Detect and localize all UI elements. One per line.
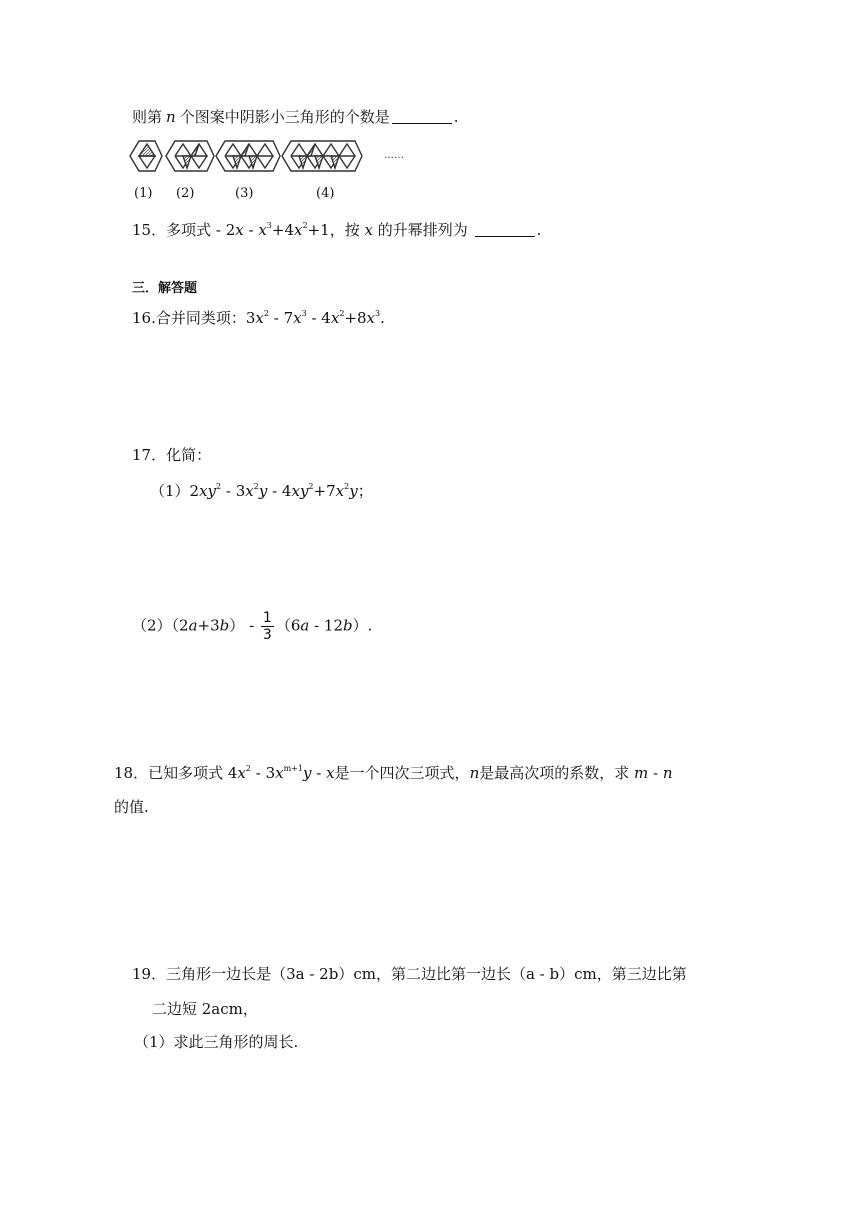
answer-blank (392, 122, 452, 124)
section-title: 三．解答题 (132, 281, 198, 296)
figure-label-4: (4) (316, 186, 335, 201)
question-19-line-2: 二边短 2acm， (152, 1000, 258, 1018)
hexagon-triangle-pattern-figure (128, 134, 428, 182)
figure-label-1: (1) (134, 186, 153, 201)
question-19-part-1: （1）求此三角形的周长. (134, 1033, 299, 1051)
question-17-part-2: （2）（2a+3b） - $\frac{1}{3}$ （6a - 12b）. (132, 610, 373, 643)
question-17-title: 17．化简： (132, 446, 212, 464)
figure-label-3: (3) (235, 186, 254, 201)
answer-blank (475, 235, 535, 237)
question-19-line-1: 19．三角形一边长是（3a - 2b）cm，第二边比第一边长（a - b）cm，第三边比第 (132, 965, 687, 983)
question-15: 15．多项式 - $2x - x^3+4x^2+1$，按 x 的升幂排列为 . (132, 221, 542, 239)
q14-text: 则第 n 个图案中阴影小三角形的个数是 . (132, 108, 459, 126)
pattern-1 (130, 141, 162, 171)
pattern-3 (216, 141, 280, 171)
fraction-one-third: $\frac{1}{3}$ (262, 610, 272, 643)
figure-label-2: (2) (176, 186, 195, 201)
question-18-line-2: 的值. (114, 798, 149, 816)
question-18-line-1: 18．已知多项式 $4x^2 - 3x^{m+1}y$ - x是一个四次三项式，n是最高次项的系数，求 m - n (114, 764, 673, 782)
pattern-2 (166, 141, 214, 171)
figure-ellipsis: …… (384, 150, 404, 161)
question-17-part-1: $(1)2xy^2 - 3x^2y - 4xy^2+7x^2y$； (150, 482, 373, 500)
question-16: 16.合并同类项：$3x^2 - 7x^3 - 4x^2+8x^3$. (132, 309, 385, 327)
pattern-4 (282, 141, 362, 171)
